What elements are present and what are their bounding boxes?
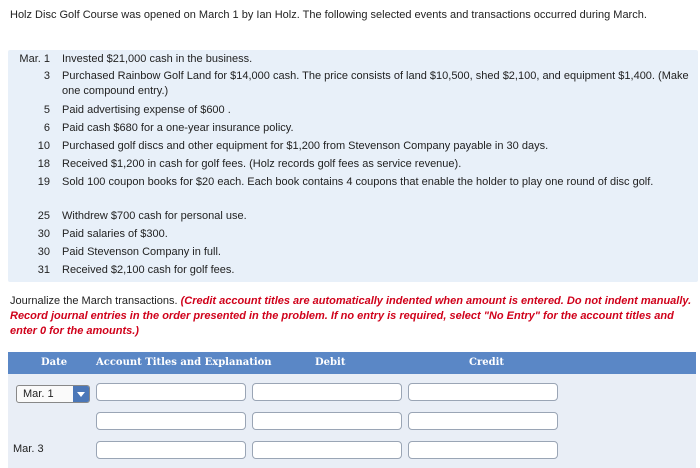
event-text: Paid Stevenson Company in full. xyxy=(62,246,221,258)
header-account: Account Titles and Explanation xyxy=(96,357,272,368)
event-date: 3 xyxy=(43,70,50,82)
journal-row xyxy=(8,379,696,409)
event-text: Purchased golf discs and other equipment for $1,200 from Stevenson Company payable in 30 days. xyxy=(62,140,549,152)
instructions xyxy=(10,294,694,339)
event-date: 5 xyxy=(43,104,50,116)
account-title-input[interactable] xyxy=(96,441,246,459)
credit-input[interactable] xyxy=(408,441,558,459)
event-text: Invested $21,000 cash in the business. xyxy=(62,53,253,65)
date-label: Mar. 3 xyxy=(13,443,44,455)
journal-entry-table xyxy=(8,352,696,468)
table-header xyxy=(8,352,696,374)
event-date: Mar. 1 xyxy=(19,53,50,65)
event-text: Received $1,200 in cash for golf fees. (Holz records golf fees as service revenue). xyxy=(62,158,462,170)
event-date: 10 xyxy=(37,140,50,152)
event-date: 25 xyxy=(37,210,50,222)
event-date: 30 xyxy=(37,246,50,258)
credit-input[interactable] xyxy=(408,383,558,401)
chevron-down-icon[interactable] xyxy=(73,386,89,402)
event-text: Sold 100 coupon books for $20 each. Each book contains 4 coupons that enable the holder to play one round of disc golf. xyxy=(62,176,654,188)
events-list xyxy=(8,50,698,282)
event-text: Withdrew $700 cash for personal use. xyxy=(62,210,247,222)
header-credit: Credit xyxy=(469,357,504,368)
debit-input[interactable] xyxy=(252,441,402,459)
event-text: Paid salaries of $300. xyxy=(62,228,168,240)
problem-intro: Holz Disc Golf Course was opened on March 1 by Ian Holz. The following selected events and transactions occurred during March. xyxy=(10,9,647,21)
event-text: Paid cash $680 for a one-year insurance policy. xyxy=(62,122,294,134)
header-date: Date xyxy=(41,357,68,368)
account-title-input[interactable] xyxy=(96,383,246,401)
event-date: 19 xyxy=(37,176,50,188)
account-title-input[interactable] xyxy=(96,412,246,430)
instructions-emphasis: (Credit account titles are automatically indented when amount is entered. Do not indent manually. Record journal entries in the order presented in the problem. If no entry is required, select "No Entry" for the account titles and enter 0 for the amounts.) xyxy=(10,295,692,337)
event-date: 6 xyxy=(43,122,50,134)
debit-input[interactable] xyxy=(252,383,402,401)
header-debit: Debit xyxy=(315,357,346,368)
journal-row xyxy=(8,408,696,438)
date-select[interactable] xyxy=(16,385,90,403)
date-select-value: Mar. 1 xyxy=(23,388,54,400)
event-date: 31 xyxy=(37,264,50,276)
event-date: 30 xyxy=(37,228,50,240)
event-date: 18 xyxy=(37,158,50,170)
instructions-text: Journalize the March transactions. xyxy=(10,295,181,307)
event-text: Purchased Rainbow Golf Land for $14,000 cash. The price consists of land $10,500, shed $2,100, and equipment $1,400. (Make one compound entry.) xyxy=(62,70,689,97)
credit-input[interactable] xyxy=(408,412,558,430)
journal-row xyxy=(8,437,696,467)
event-text: Paid advertising expense of $600 . xyxy=(62,104,231,116)
event-text: Received $2,100 cash for golf fees. xyxy=(62,264,235,276)
debit-input[interactable] xyxy=(252,412,402,430)
